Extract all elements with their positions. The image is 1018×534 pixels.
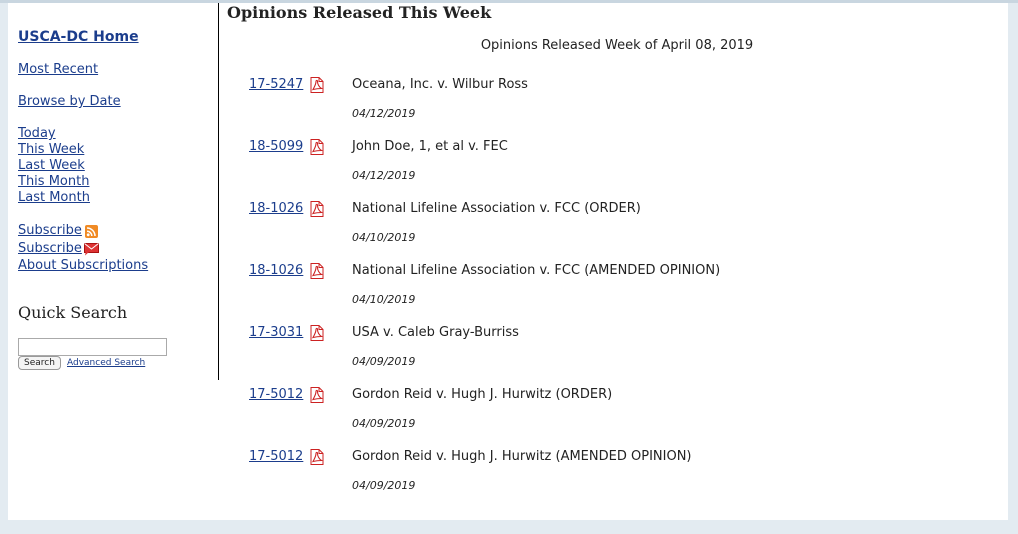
opinion-case-title: Oceana, Inc. v. Wilbur Ross [352, 77, 528, 92]
opinions-list [249, 77, 989, 511]
opinion-case-title: John Doe, 1, et al v. FEC [352, 139, 508, 154]
quick-search-button[interactable]: Search [18, 356, 61, 370]
period-links [18, 126, 90, 206]
opinion-date: 04/12/2019 [352, 169, 416, 182]
browse-by-date-link[interactable]: Browse by Date [18, 94, 121, 109]
sidebar [8, 3, 219, 380]
opinion-date: 04/09/2019 [352, 355, 416, 368]
opinion-item [249, 387, 989, 449]
opinion-case-title: National Lifeline Association v. FCC (ORDER) [352, 201, 641, 216]
opinion-date: 04/12/2019 [352, 107, 416, 120]
week-heading: Opinions Released Week of April 08, 2019 [480, 38, 754, 53]
period-link-last-week[interactable]: Last Week [18, 158, 85, 173]
rss-feed-icon[interactable] [85, 225, 98, 238]
pdf-document-icon[interactable] [308, 201, 326, 217]
opinion-number-link[interactable]: 18-1026 [249, 263, 304, 278]
opinion-item [249, 449, 989, 511]
opinion-date: 04/10/2019 [352, 231, 416, 244]
pdf-document-icon[interactable] [308, 387, 326, 403]
email-subscribe-icon[interactable] [84, 243, 99, 256]
opinion-item [249, 201, 989, 263]
advanced-search-link[interactable]: Advanced Search [67, 358, 146, 368]
opinion-case-title: Gordon Reid v. Hugh J. Hurwitz (ORDER) [352, 387, 613, 402]
opinion-case-title: USA v. Caleb Gray-Burriss [352, 325, 519, 340]
opinion-number-link[interactable]: 17-5012 [249, 449, 304, 464]
page-title: Opinions Released This Week [227, 3, 492, 22]
opinion-item [249, 139, 989, 201]
subscribe-rss-link[interactable]: Subscribe [18, 223, 82, 238]
pdf-document-icon[interactable] [308, 263, 326, 279]
period-link-this-month[interactable]: This Month [18, 174, 90, 189]
opinion-number-link[interactable]: 18-5099 [249, 139, 304, 154]
about-subscriptions-link[interactable]: About Subscriptions [18, 258, 149, 273]
quick-search-input[interactable] [18, 338, 167, 356]
opinion-case-title: Gordon Reid v. Hugh J. Hurwitz (AMENDED OPINION) [352, 449, 692, 464]
opinion-date: 04/09/2019 [352, 479, 416, 492]
opinion-case-title: National Lifeline Association v. FCC (AMENDED OPINION) [352, 263, 721, 278]
nav-most-recent [18, 62, 98, 78]
pdf-document-icon[interactable] [308, 325, 326, 341]
period-link-today[interactable]: Today [18, 126, 56, 141]
about-subscriptions-row [18, 258, 148, 274]
opinion-number-link[interactable]: 17-3031 [249, 325, 304, 340]
subscription-links [18, 222, 148, 274]
subscribe-rss-row [18, 222, 148, 240]
period-link-last-month[interactable]: Last Month [18, 190, 90, 205]
opinion-date: 04/09/2019 [352, 417, 416, 430]
pdf-document-icon[interactable] [308, 139, 326, 155]
page-container [8, 3, 1008, 520]
opinion-date: 04/10/2019 [352, 293, 416, 306]
site-home-link[interactable]: USCA-DC Home [18, 29, 139, 45]
opinion-item [249, 77, 989, 139]
pdf-document-icon[interactable] [308, 449, 326, 465]
opinion-number-link[interactable]: 18-1026 [249, 201, 304, 216]
subscribe-email-link[interactable]: Subscribe [18, 241, 82, 256]
subscribe-email-row [18, 240, 148, 258]
most-recent-link[interactable]: Most Recent [18, 62, 99, 77]
opinion-number-link[interactable]: 17-5012 [249, 387, 304, 402]
quick-search-title: Quick Search [18, 303, 128, 322]
opinion-item [249, 325, 989, 387]
opinion-item [249, 263, 989, 325]
pdf-document-icon[interactable] [308, 77, 326, 93]
period-link-this-week[interactable]: This Week [18, 142, 85, 157]
opinion-number-link[interactable]: 17-5247 [249, 77, 304, 92]
nav-browse-by-date [18, 94, 121, 110]
